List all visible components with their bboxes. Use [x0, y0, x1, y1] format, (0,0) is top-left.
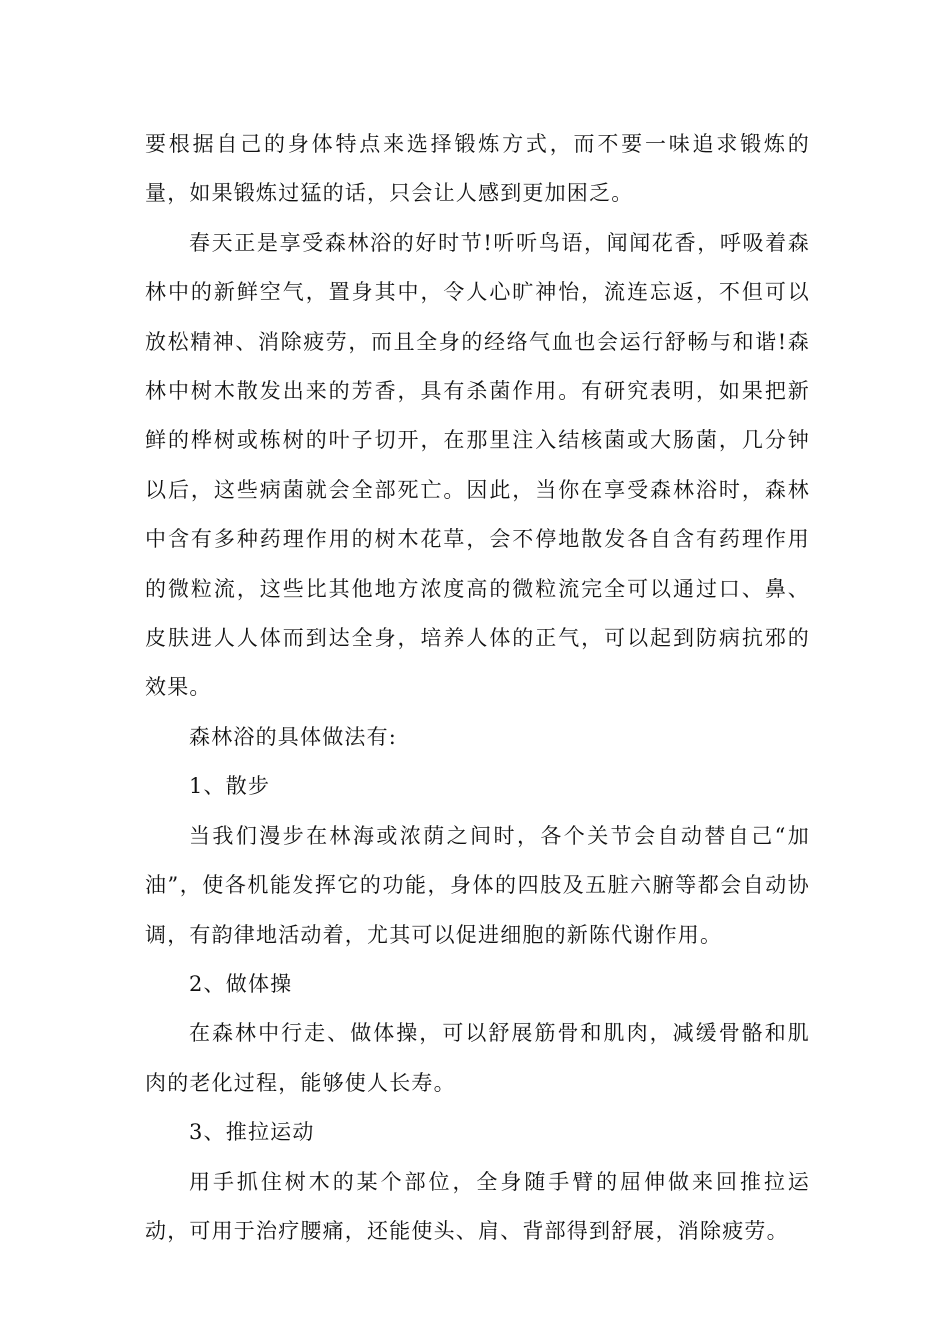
paragraph-forest-bath-intro: 春天正是享受森林浴的好时节!听听鸟语，闻闻花香，呼吸着森林中的新鲜空气，置身其中，令人心旷神怡，流连忘返，不但可以放松精神、消除疲劳，而且全身的经络气血也会运行舒畅与和谐!森林中树木散发出来的芳香，具有杀菌作用。有研究表明，如果把新鲜的桦树或栋树的叶子切开，在那里注入结核菌或大肠菌，几分钟以后，这些病菌就会全部死亡。因此，当你在享受森林浴时，森林中含有多种药理作用的树木花草，会不停地散发各自含有药理作用的微粒流，这些比其他地方浓度高的微粒流完全可以通过口、鼻、皮肤进人人体而到达全身，培养人体的正气，可以起到防病抗邪的效果。 [145, 230, 810, 700]
paragraph-continuation: 要根据自己的身体特点来选择锻炼方式，而不要一味追求锻炼的量，如果锻炼过猛的话，只会让人感到更加困乏。 [145, 132, 810, 206]
paragraph-item-3-body: 用手抓住树木的某个部位，全身随手臂的屈伸做来回推拉运动，可用于治疗腰痛，还能使头、肩、背部得到舒展，消除疲劳。 [145, 1169, 810, 1243]
paragraph-item-2-body: 在森林中行走、做体操，可以舒展筋骨和肌肉，减缓骨骼和肌肉的老化过程，能够使人长寿。 [145, 1021, 810, 1095]
paragraph-item-2-heading: 2、做体操 [189, 971, 293, 996]
paragraph-methods-heading: 森林浴的具体做法有: [189, 724, 398, 749]
paragraph-item-3-heading: 3、推拉运动 [189, 1120, 315, 1145]
document-body [145, 120, 810, 1256]
paragraph-item-1-heading: 1、散步 [189, 774, 271, 799]
paragraph-item-1-body: 当我们漫步在林海或浓荫之间时，各个关节会自动替自己“加油”，使各机能发挥它的功能，身体的四肢及五脏六腑等都会自动协调，有韵律地活动着，尤其可以促进细胞的新陈代谢作用。 [145, 823, 810, 947]
